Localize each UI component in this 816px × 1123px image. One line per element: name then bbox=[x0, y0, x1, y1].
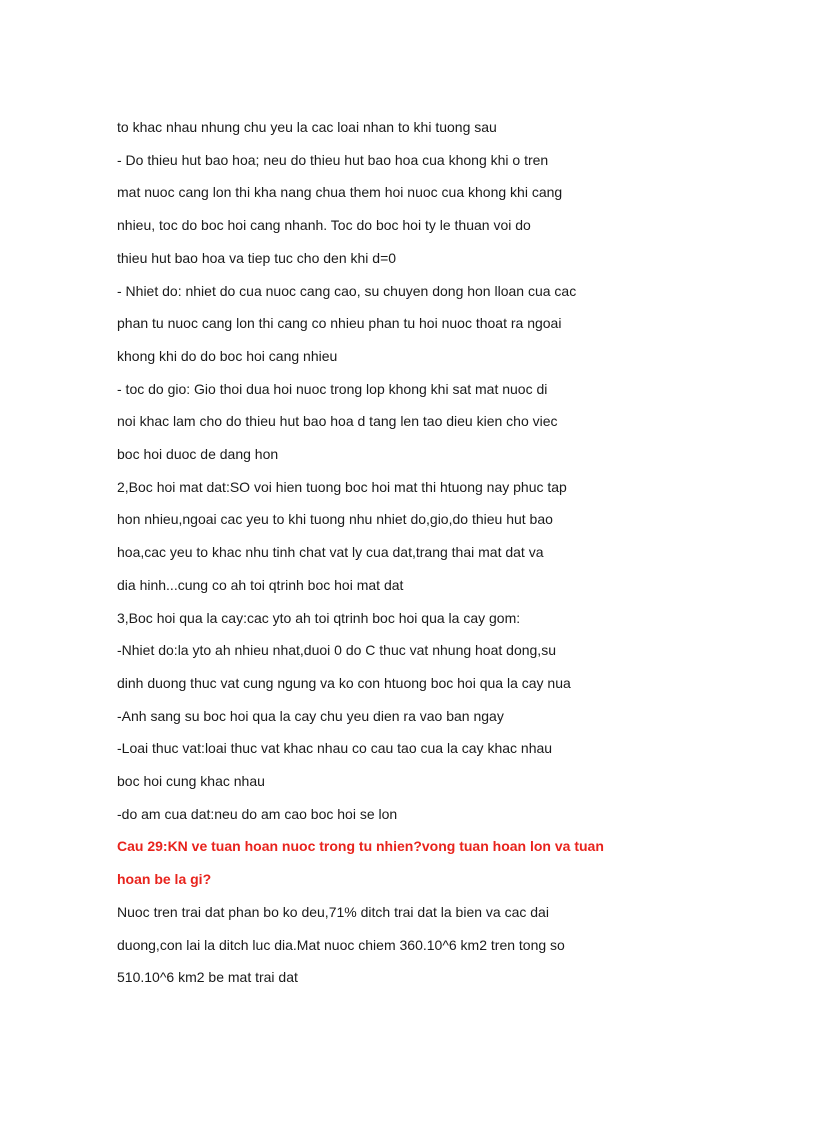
paragraph-line: nhieu, toc do boc hoi cang nhanh. Toc do boc hoi ty le thuan voi do bbox=[117, 217, 531, 234]
paragraph-line: -Anh sang su boc hoi qua la cay chu yeu dien ra vao ban ngay bbox=[117, 707, 504, 724]
paragraph-line: to khac nhau nhung chu yeu la cac loai nhan to khi tuong sau bbox=[117, 119, 497, 135]
paragraph-line: - toc do gio: Gio thoi dua hoi nuoc trong lop khong khi sat mat nuoc di bbox=[117, 380, 548, 397]
paragraph-line: 3,Boc hoi qua la cay:cac yto ah toi qtrinh boc hoi qua la cay gom: bbox=[117, 609, 521, 626]
section-heading-line: Cau 29:KN ve tuan hoan nuoc trong tu nhien?vong tuan hoan lon va tuan bbox=[117, 838, 604, 855]
document-body bbox=[117, 111, 737, 994]
paragraph-line: - Nhiet do: nhiet do cua nuoc cang cao, su chuyen dong hon lloan cua cac bbox=[117, 282, 577, 299]
paragraph-line: - Do thieu hut bao hoa; neu do thieu hut bao hoa cua khong khi o tren bbox=[117, 151, 549, 168]
paragraph-line: Nuoc tren trai dat phan bo ko deu,71% ditch trai dat la bien va cac dai bbox=[117, 903, 549, 920]
paragraph-line: dia hinh...cung co ah toi qtrinh boc hoi mat dat bbox=[117, 576, 404, 593]
paragraph-line: thieu hut bao hoa va tiep tuc cho den khi d=0 bbox=[117, 249, 397, 266]
paragraph-line: boc hoi duoc de dang hon bbox=[117, 446, 279, 463]
paragraph-line: dinh duong thuc vat cung ngung va ko con htuong boc hoi qua la cay nua bbox=[117, 674, 571, 691]
paragraph-line: -Nhiet do:la yto ah nhieu nhat,duoi 0 do C thuc vat nhung hoat dong,su bbox=[117, 642, 556, 659]
paragraph-line: noi khac lam cho do thieu hut bao hoa d tang len tao dieu kien cho viec bbox=[117, 413, 558, 430]
paragraph-line: hoa,cac yeu to khac nhu tinh chat vat ly cua dat,trang thai mat dat va bbox=[117, 544, 544, 561]
paragraph-line: duong,con lai la ditch luc dia.Mat nuoc chiem 360.10^6 km2 tren tong so bbox=[117, 936, 565, 953]
paragraph-line: khong khi do do boc hoi cang nhieu bbox=[117, 347, 338, 364]
paragraph-line: mat nuoc cang lon thi kha nang chua them hoi nuoc cua khong khi cang bbox=[117, 184, 563, 201]
paragraph-line: 2,Boc hoi mat dat:SO voi hien tuong boc hoi mat thi htuong nay phuc tap bbox=[117, 478, 567, 495]
paragraph-line: -do am cua dat:neu do am cao boc hoi se lon bbox=[117, 805, 398, 822]
paragraph-line: phan tu nuoc cang lon thi cang co nhieu phan tu hoi nuoc thoat ra ngoai bbox=[117, 315, 562, 332]
paragraph-line: -Loai thuc vat:loai thuc vat khac nhau co cau tao cua la cay khac nhau bbox=[117, 740, 553, 757]
paragraph-line: boc hoi cung khac nhau bbox=[117, 773, 265, 790]
section-heading-line: hoan be la gi? bbox=[117, 871, 212, 888]
paragraph-line: hon nhieu,ngoai cac yeu to khi tuong nhu nhiet do,gio,do thieu hut bao bbox=[117, 511, 553, 528]
paragraph-line: 510.10^6 km2 be mat trai dat bbox=[117, 969, 298, 986]
